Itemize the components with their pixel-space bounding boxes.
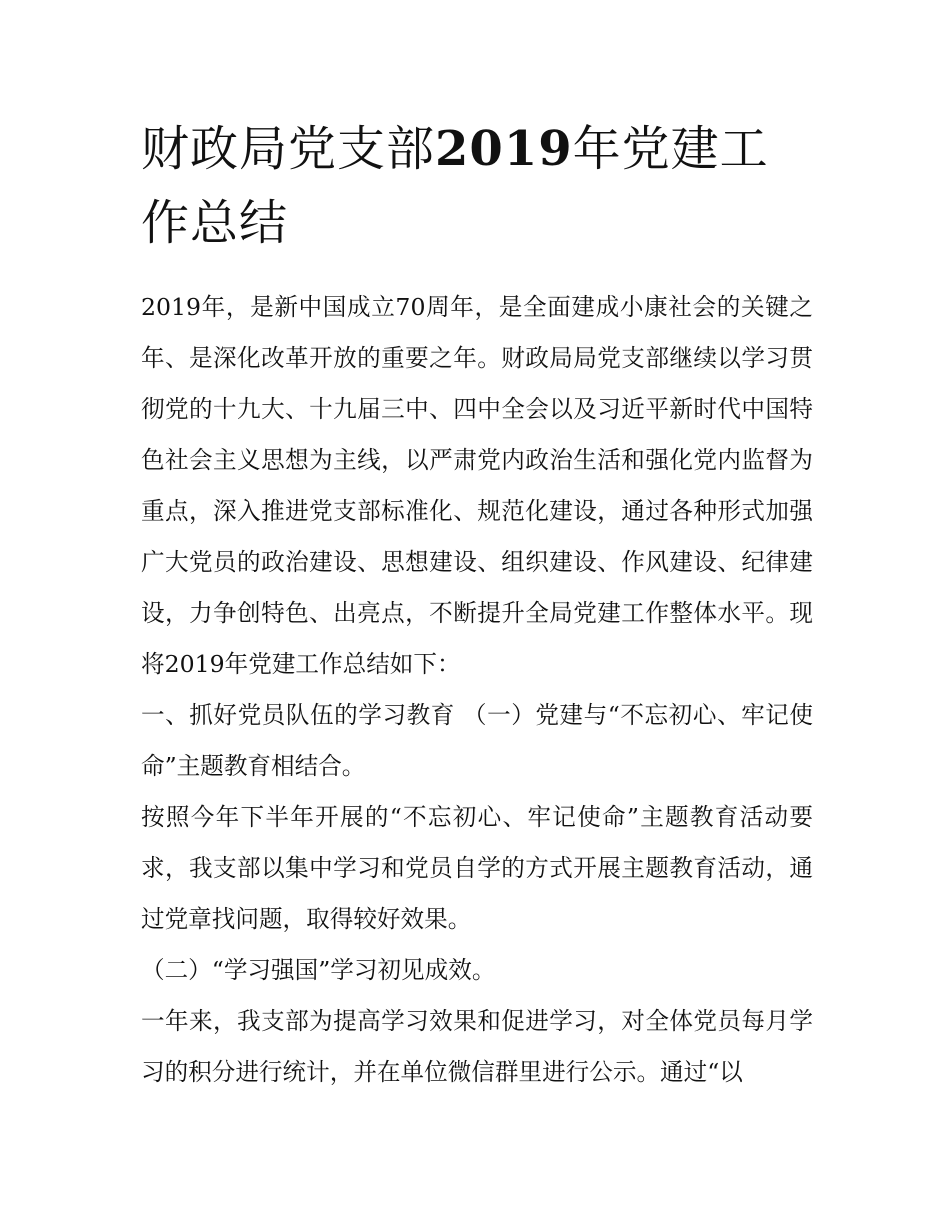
document-body — [141, 282, 813, 1098]
subsection-two-heading: （二）“学习强国”学习初见成效。 — [141, 956, 496, 984]
theme-education-paragraph: 按照今年下半年开展的“不忘初心、牢记使命”主题教育活动要求，我支部以集中学习和党员自学的方式开展主题教育活动，通过党章找问题，取得较好效果。 — [141, 803, 813, 933]
document-title — [141, 112, 813, 260]
title-suffix: 年党建工作总结 — [141, 121, 769, 251]
section-one-heading: 一、抓好党员队伍的学习教育 （一）党建与“不忘初心、牢记使命”主题教育相结合。 — [141, 701, 813, 780]
intro-paragraph: 2019年，是新中国成立70周年，是全面建成小康社会的关键之年、是深化改革开放的重要之年。财政局局党支部继续以学习贯彻党的十九大、十九届三中、四中全会以及习近平新时代中国特色社会主义思想为主线，以严肃党内政治生活和强化党内监督为重点，深入推进党支部标准化、规范化建设，通过各种形式加强广大党员的政治建设、思想建设、组织建设、作风建设、纪律建设，力争创特色、出亮点，不断提升全局党建工作整体水平。现将2019年党建工作总结如下： — [141, 293, 813, 678]
title-prefix: 财政局党支部 — [141, 121, 436, 177]
study-platform-paragraph: 一年来，我支部为提高学习效果和促进学习，对全体党员每月学习的积分进行统计，并在单位微信群里进行公示。通过“以 — [141, 1007, 813, 1086]
document-content — [141, 112, 813, 1098]
title-year: 2019 — [435, 121, 573, 177]
